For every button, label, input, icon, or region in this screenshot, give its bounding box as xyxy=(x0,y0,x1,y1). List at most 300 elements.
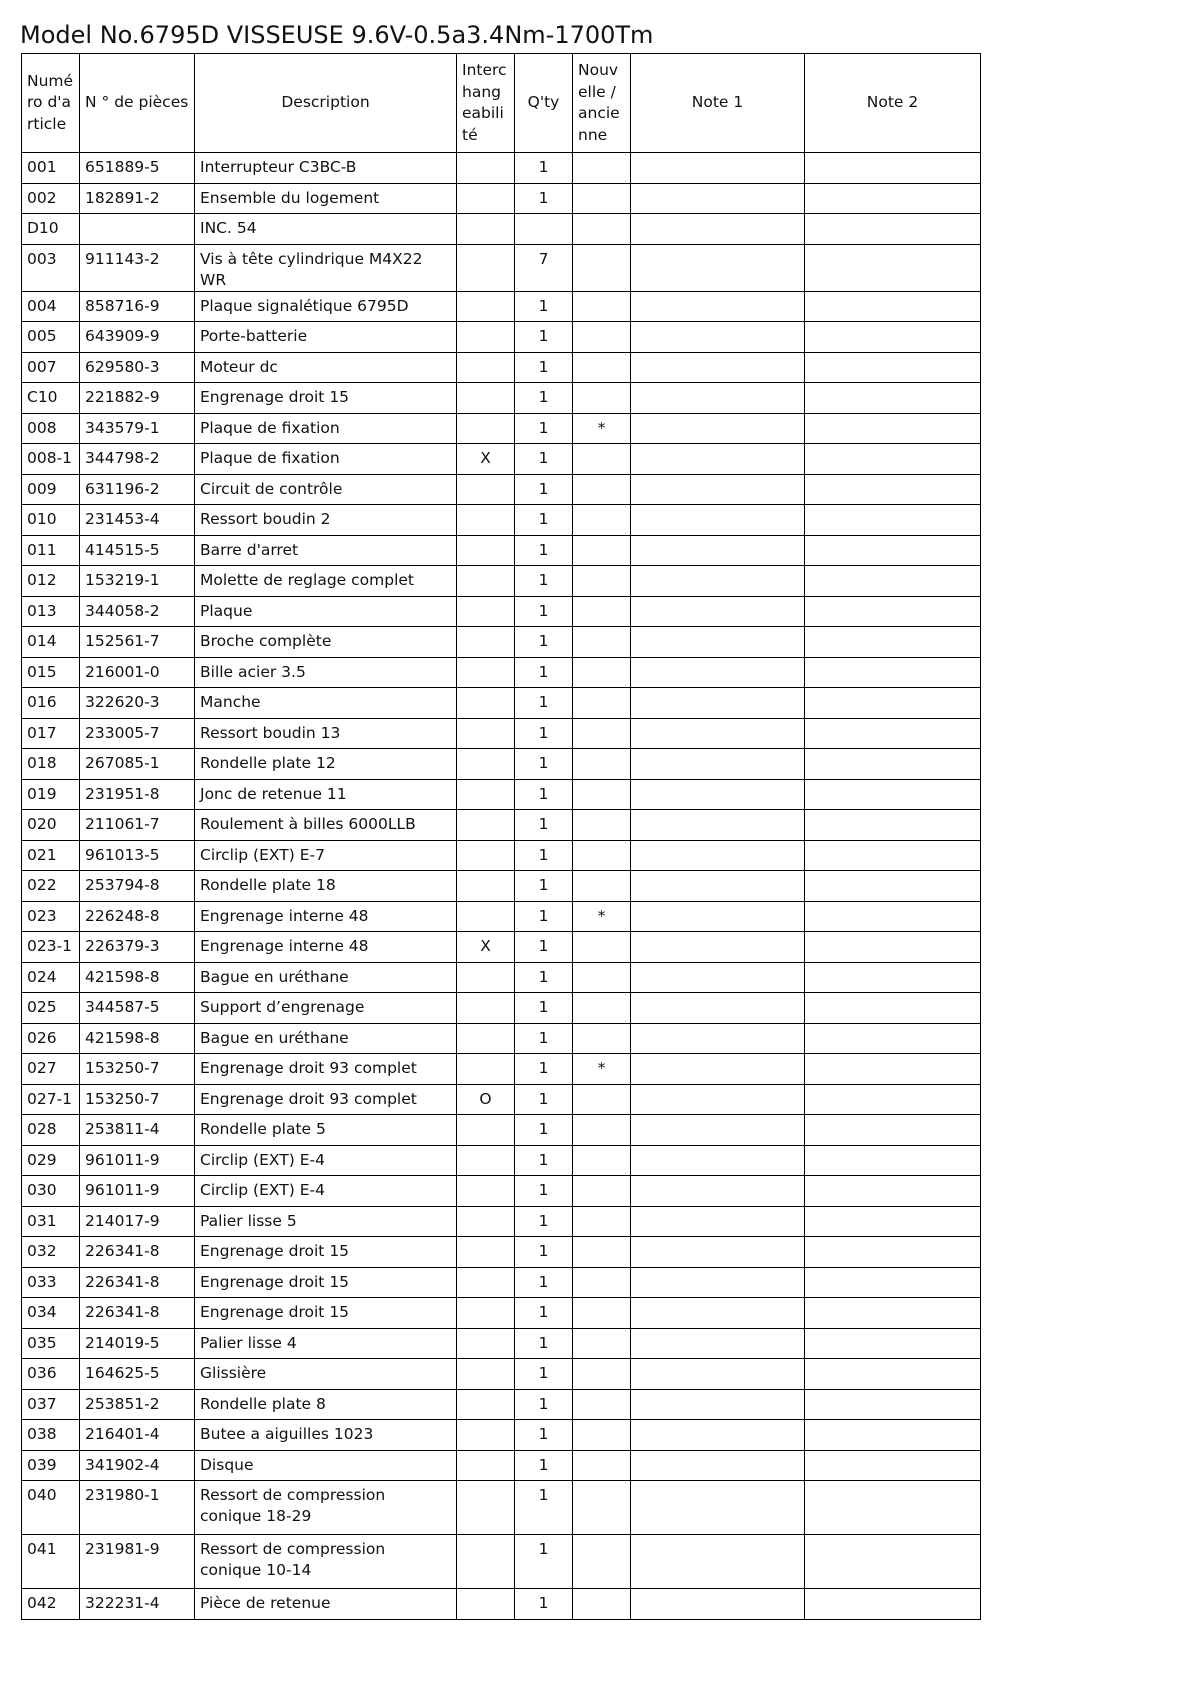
cell-part-number: 164625-5 xyxy=(80,1359,195,1390)
cell-description: Engrenage droit 93 complet xyxy=(195,1054,457,1085)
table-row xyxy=(22,566,981,597)
cell-interchangeability xyxy=(457,657,515,688)
cell-part-number: 961011-9 xyxy=(80,1176,195,1207)
cell-note-1 xyxy=(631,1450,805,1481)
cell-item-number: 027 xyxy=(22,1054,80,1085)
table-row xyxy=(22,1420,981,1451)
cell-interchangeability xyxy=(457,840,515,871)
cell-part-number: 153250-7 xyxy=(80,1084,195,1115)
cell-note-1 xyxy=(631,352,805,383)
cell-new-old: * xyxy=(573,413,631,444)
table-row xyxy=(22,153,981,184)
cell-description: Engrenage droit 15 xyxy=(195,1237,457,1268)
cell-interchangeability xyxy=(457,718,515,749)
cell-note-2 xyxy=(805,535,981,566)
cell-new-old xyxy=(573,810,631,841)
cell-new-old xyxy=(573,1237,631,1268)
cell-quantity: 1 xyxy=(515,566,573,597)
cell-description: Engrenage droit 15 xyxy=(195,1267,457,1298)
header-description: Description xyxy=(195,54,457,153)
table-row xyxy=(22,1589,981,1620)
cell-new-old: * xyxy=(573,901,631,932)
cell-new-old xyxy=(573,871,631,902)
cell-interchangeability xyxy=(457,871,515,902)
cell-interchangeability xyxy=(457,352,515,383)
cell-note-2 xyxy=(805,962,981,993)
cell-description: Ressort de compression conique 10-14 xyxy=(195,1535,457,1589)
cell-interchangeability xyxy=(457,1176,515,1207)
cell-note-2 xyxy=(805,1206,981,1237)
cell-interchangeability xyxy=(457,214,515,245)
cell-part-number: 211061-7 xyxy=(80,810,195,841)
cell-note-2 xyxy=(805,1145,981,1176)
cell-interchangeability xyxy=(457,901,515,932)
cell-part-number: 651889-5 xyxy=(80,153,195,184)
cell-description: Disque xyxy=(195,1450,457,1481)
cell-quantity: 1 xyxy=(515,962,573,993)
cell-part-number: 322231-4 xyxy=(80,1589,195,1620)
cell-note-1 xyxy=(631,1298,805,1329)
cell-description: Moteur dc xyxy=(195,352,457,383)
cell-note-1 xyxy=(631,1328,805,1359)
cell-item-number: 011 xyxy=(22,535,80,566)
cell-note-1 xyxy=(631,901,805,932)
cell-new-old xyxy=(573,993,631,1024)
cell-quantity: 1 xyxy=(515,1145,573,1176)
cell-description: Circlip (EXT) E-4 xyxy=(195,1176,457,1207)
cell-note-2 xyxy=(805,779,981,810)
table-row xyxy=(22,444,981,475)
cell-note-1 xyxy=(631,688,805,719)
cell-item-number: 012 xyxy=(22,566,80,597)
table-row xyxy=(22,1359,981,1390)
cell-description: Ressort boudin 13 xyxy=(195,718,457,749)
cell-new-old xyxy=(573,1359,631,1390)
table-row xyxy=(22,1084,981,1115)
cell-quantity: 1 xyxy=(515,688,573,719)
cell-quantity: 1 xyxy=(515,1535,573,1589)
cell-note-1 xyxy=(631,993,805,1024)
cell-item-number: 005 xyxy=(22,322,80,353)
cell-new-old xyxy=(573,1084,631,1115)
cell-description: Glissière xyxy=(195,1359,457,1390)
cell-description: Broche complète xyxy=(195,627,457,658)
cell-note-2 xyxy=(805,214,981,245)
cell-note-2 xyxy=(805,352,981,383)
cell-note-1 xyxy=(631,810,805,841)
cell-description: Bague en uréthane xyxy=(195,1023,457,1054)
cell-quantity: 1 xyxy=(515,383,573,414)
cell-description: Palier lisse 5 xyxy=(195,1206,457,1237)
cell-interchangeability xyxy=(457,1389,515,1420)
cell-description: INC. 54 xyxy=(195,214,457,245)
table-row xyxy=(22,1389,981,1420)
cell-interchangeability xyxy=(457,962,515,993)
cell-new-old xyxy=(573,1115,631,1146)
cell-item-number: 029 xyxy=(22,1145,80,1176)
cell-description: Circuit de contrôle xyxy=(195,474,457,505)
cell-interchangeability xyxy=(457,1023,515,1054)
cell-note-2 xyxy=(805,244,981,291)
cell-interchangeability xyxy=(457,1535,515,1589)
cell-new-old xyxy=(573,749,631,780)
cell-item-number: D10 xyxy=(22,214,80,245)
cell-item-number: 019 xyxy=(22,779,80,810)
table-row xyxy=(22,871,981,902)
cell-quantity: 1 xyxy=(515,718,573,749)
cell-description: Jonc de retenue 11 xyxy=(195,779,457,810)
cell-quantity: 1 xyxy=(515,1589,573,1620)
cell-item-number: 009 xyxy=(22,474,80,505)
cell-part-number: 226248-8 xyxy=(80,901,195,932)
cell-part-number: 214019-5 xyxy=(80,1328,195,1359)
cell-note-1 xyxy=(631,183,805,214)
cell-quantity: 1 xyxy=(515,840,573,871)
cell-note-1 xyxy=(631,596,805,627)
cell-note-1 xyxy=(631,413,805,444)
cell-part-number: 214017-9 xyxy=(80,1206,195,1237)
cell-quantity: 1 xyxy=(515,596,573,627)
cell-note-2 xyxy=(805,1389,981,1420)
table-row xyxy=(22,413,981,444)
cell-new-old xyxy=(573,1389,631,1420)
cell-interchangeability xyxy=(457,291,515,322)
cell-interchangeability xyxy=(457,627,515,658)
cell-note-1 xyxy=(631,566,805,597)
cell-part-number: 216001-0 xyxy=(80,657,195,688)
table-row xyxy=(22,1145,981,1176)
cell-note-2 xyxy=(805,1450,981,1481)
cell-item-number: 035 xyxy=(22,1328,80,1359)
cell-note-1 xyxy=(631,1206,805,1237)
cell-quantity: 1 xyxy=(515,1206,573,1237)
cell-item-number: 041 xyxy=(22,1535,80,1589)
cell-description: Ressort boudin 2 xyxy=(195,505,457,536)
cell-part-number: 231951-8 xyxy=(80,779,195,810)
cell-note-2 xyxy=(805,871,981,902)
cell-description: Manche xyxy=(195,688,457,719)
cell-interchangeability xyxy=(457,993,515,1024)
cell-note-1 xyxy=(631,779,805,810)
table-row xyxy=(22,1298,981,1329)
table-row xyxy=(22,688,981,719)
cell-quantity: 1 xyxy=(515,932,573,963)
cell-new-old xyxy=(573,657,631,688)
cell-note-1 xyxy=(631,1023,805,1054)
cell-quantity: 1 xyxy=(515,810,573,841)
cell-interchangeability xyxy=(457,413,515,444)
parts-table-body xyxy=(22,153,981,1620)
cell-interchangeability xyxy=(457,1328,515,1359)
cell-note-1 xyxy=(631,1237,805,1268)
cell-item-number: 002 xyxy=(22,183,80,214)
cell-part-number: 322620-3 xyxy=(80,688,195,719)
cell-note-2 xyxy=(805,718,981,749)
cell-part-number: 421598-8 xyxy=(80,962,195,993)
cell-description: Roulement à billes 6000LLB xyxy=(195,810,457,841)
cell-note-2 xyxy=(805,901,981,932)
cell-part-number: 343579-1 xyxy=(80,413,195,444)
cell-note-2 xyxy=(805,1420,981,1451)
cell-interchangeability xyxy=(457,474,515,505)
cell-quantity: 1 xyxy=(515,1389,573,1420)
cell-part-number: 414515-5 xyxy=(80,535,195,566)
cell-note-2 xyxy=(805,749,981,780)
cell-note-1 xyxy=(631,535,805,566)
cell-new-old xyxy=(573,153,631,184)
cell-item-number: 030 xyxy=(22,1176,80,1207)
cell-item-number: 034 xyxy=(22,1298,80,1329)
cell-item-number: 016 xyxy=(22,688,80,719)
cell-note-2 xyxy=(805,1589,981,1620)
cell-description: Plaque de fixation xyxy=(195,413,457,444)
cell-note-2 xyxy=(805,1054,981,1085)
table-row xyxy=(22,1176,981,1207)
cell-note-1 xyxy=(631,932,805,963)
cell-note-2 xyxy=(805,688,981,719)
cell-quantity: 1 xyxy=(515,1237,573,1268)
cell-item-number: 017 xyxy=(22,718,80,749)
cell-item-number: 031 xyxy=(22,1206,80,1237)
cell-note-1 xyxy=(631,1359,805,1390)
cell-new-old xyxy=(573,718,631,749)
cell-interchangeability xyxy=(457,1237,515,1268)
cell-part-number: 961011-9 xyxy=(80,1145,195,1176)
cell-item-number: 023 xyxy=(22,901,80,932)
cell-note-2 xyxy=(805,474,981,505)
cell-part-number: 643909-9 xyxy=(80,322,195,353)
cell-item-number: 004 xyxy=(22,291,80,322)
cell-note-2 xyxy=(805,1298,981,1329)
cell-note-1 xyxy=(631,657,805,688)
cell-quantity: 1 xyxy=(515,1023,573,1054)
table-row xyxy=(22,749,981,780)
cell-note-2 xyxy=(805,596,981,627)
table-row xyxy=(22,1054,981,1085)
cell-interchangeability xyxy=(457,596,515,627)
cell-description: Engrenage interne 48 xyxy=(195,901,457,932)
cell-description: Engrenage droit 15 xyxy=(195,383,457,414)
cell-interchangeability: X xyxy=(457,932,515,963)
table-row xyxy=(22,932,981,963)
cell-note-1 xyxy=(631,627,805,658)
cell-part-number: 216401-4 xyxy=(80,1420,195,1451)
cell-description: Bague en uréthane xyxy=(195,962,457,993)
cell-note-1 xyxy=(631,474,805,505)
cell-description: Ressort de compression conique 18-29 xyxy=(195,1481,457,1535)
table-row xyxy=(22,244,981,291)
cell-new-old xyxy=(573,627,631,658)
cell-new-old xyxy=(573,244,631,291)
table-row xyxy=(22,962,981,993)
cell-note-2 xyxy=(805,1176,981,1207)
cell-new-old xyxy=(573,962,631,993)
cell-quantity: 1 xyxy=(515,1267,573,1298)
cell-description: Interrupteur C3BC-B xyxy=(195,153,457,184)
cell-part-number: 231453-4 xyxy=(80,505,195,536)
cell-new-old xyxy=(573,474,631,505)
cell-description: Engrenage interne 48 xyxy=(195,932,457,963)
parts-table xyxy=(21,53,981,1620)
cell-note-2 xyxy=(805,1328,981,1359)
cell-note-1 xyxy=(631,1084,805,1115)
cell-item-number: 020 xyxy=(22,810,80,841)
cell-quantity: 1 xyxy=(515,901,573,932)
cell-note-2 xyxy=(805,1237,981,1268)
cell-note-1 xyxy=(631,444,805,475)
cell-new-old: * xyxy=(573,1054,631,1085)
cell-part-number: 421598-8 xyxy=(80,1023,195,1054)
cell-interchangeability xyxy=(457,1450,515,1481)
cell-quantity: 1 xyxy=(515,1115,573,1146)
cell-item-number: 013 xyxy=(22,596,80,627)
cell-part-number: 152561-7 xyxy=(80,627,195,658)
cell-new-old xyxy=(573,383,631,414)
cell-part-number: 226341-8 xyxy=(80,1298,195,1329)
cell-note-1 xyxy=(631,244,805,291)
table-row xyxy=(22,993,981,1024)
cell-note-1 xyxy=(631,1145,805,1176)
cell-part-number: 341902-4 xyxy=(80,1450,195,1481)
cell-part-number: 344058-2 xyxy=(80,596,195,627)
cell-quantity: 1 xyxy=(515,657,573,688)
cell-quantity: 1 xyxy=(515,1359,573,1390)
cell-item-number: 008-1 xyxy=(22,444,80,475)
cell-quantity: 1 xyxy=(515,291,573,322)
cell-note-2 xyxy=(805,932,981,963)
table-row xyxy=(22,657,981,688)
cell-new-old xyxy=(573,291,631,322)
cell-interchangeability xyxy=(457,1145,515,1176)
cell-new-old xyxy=(573,444,631,475)
cell-item-number: 015 xyxy=(22,657,80,688)
header-item-number: Numéro d'article xyxy=(22,54,80,153)
cell-item-number: 023-1 xyxy=(22,932,80,963)
table-row xyxy=(22,1237,981,1268)
cell-item-number: 024 xyxy=(22,962,80,993)
cell-new-old xyxy=(573,1298,631,1329)
cell-note-2 xyxy=(805,1481,981,1535)
cell-note-1 xyxy=(631,840,805,871)
cell-part-number: 226379-3 xyxy=(80,932,195,963)
table-header-row xyxy=(22,54,981,153)
cell-new-old xyxy=(573,1267,631,1298)
cell-part-number: 344798-2 xyxy=(80,444,195,475)
cell-interchangeability: O xyxy=(457,1084,515,1115)
cell-new-old xyxy=(573,779,631,810)
cell-new-old xyxy=(573,840,631,871)
cell-note-2 xyxy=(805,413,981,444)
cell-new-old xyxy=(573,535,631,566)
cell-note-1 xyxy=(631,1535,805,1589)
cell-quantity: 1 xyxy=(515,1176,573,1207)
cell-new-old xyxy=(573,352,631,383)
cell-quantity: 1 xyxy=(515,1420,573,1451)
cell-quantity: 1 xyxy=(515,322,573,353)
cell-quantity: 1 xyxy=(515,153,573,184)
table-row xyxy=(22,1328,981,1359)
cell-item-number: 022 xyxy=(22,871,80,902)
cell-new-old xyxy=(573,1176,631,1207)
cell-note-1 xyxy=(631,871,805,902)
cell-description: Butee a aiguilles 1023 xyxy=(195,1420,457,1451)
cell-note-2 xyxy=(805,183,981,214)
table-row xyxy=(22,1023,981,1054)
table-row xyxy=(22,1115,981,1146)
cell-note-1 xyxy=(631,505,805,536)
cell-note-2 xyxy=(805,1023,981,1054)
cell-interchangeability xyxy=(457,183,515,214)
cell-note-1 xyxy=(631,962,805,993)
cell-note-2 xyxy=(805,1115,981,1146)
cell-item-number: 040 xyxy=(22,1481,80,1535)
cell-interchangeability xyxy=(457,1206,515,1237)
cell-item-number: 010 xyxy=(22,505,80,536)
cell-note-1 xyxy=(631,153,805,184)
cell-interchangeability xyxy=(457,1420,515,1451)
cell-item-number: 038 xyxy=(22,1420,80,1451)
cell-new-old xyxy=(573,932,631,963)
cell-description: Molette de reglage complet xyxy=(195,566,457,597)
table-row xyxy=(22,1450,981,1481)
cell-interchangeability xyxy=(457,505,515,536)
cell-note-2 xyxy=(805,322,981,353)
cell-interchangeability xyxy=(457,535,515,566)
cell-note-1 xyxy=(631,1267,805,1298)
cell-note-2 xyxy=(805,1535,981,1589)
cell-note-1 xyxy=(631,1054,805,1085)
cell-item-number: 001 xyxy=(22,153,80,184)
cell-new-old xyxy=(573,1145,631,1176)
cell-note-1 xyxy=(631,1481,805,1535)
cell-new-old xyxy=(573,1328,631,1359)
cell-note-2 xyxy=(805,1267,981,1298)
page-title: Model No.6795D VISSEUSE 9.6V-0.5a3.4Nm-1700Tm xyxy=(20,21,654,49)
table-row xyxy=(22,1206,981,1237)
cell-quantity: 1 xyxy=(515,1298,573,1329)
cell-interchangeability xyxy=(457,383,515,414)
cell-quantity: 1 xyxy=(515,871,573,902)
table-row xyxy=(22,596,981,627)
cell-note-2 xyxy=(805,993,981,1024)
cell-quantity: 1 xyxy=(515,1481,573,1535)
header-quantity: Q'ty xyxy=(515,54,573,153)
cell-item-number: 025 xyxy=(22,993,80,1024)
cell-new-old xyxy=(573,322,631,353)
table-row xyxy=(22,901,981,932)
cell-note-1 xyxy=(631,1420,805,1451)
cell-description: Rondelle plate 18 xyxy=(195,871,457,902)
cell-note-2 xyxy=(805,153,981,184)
cell-note-1 xyxy=(631,322,805,353)
cell-interchangeability xyxy=(457,566,515,597)
cell-note-2 xyxy=(805,505,981,536)
table-row xyxy=(22,718,981,749)
cell-note-1 xyxy=(631,291,805,322)
cell-quantity: 1 xyxy=(515,1054,573,1085)
cell-note-1 xyxy=(631,1115,805,1146)
cell-description: Plaque de fixation xyxy=(195,444,457,475)
cell-description: Engrenage droit 93 complet xyxy=(195,1084,457,1115)
header-note-2: Note 2 xyxy=(805,54,981,153)
cell-quantity: 1 xyxy=(515,444,573,475)
cell-new-old xyxy=(573,1450,631,1481)
table-row xyxy=(22,474,981,505)
cell-interchangeability xyxy=(457,1481,515,1535)
cell-new-old xyxy=(573,1481,631,1535)
cell-part-number: 253851-2 xyxy=(80,1389,195,1420)
cell-item-number: 021 xyxy=(22,840,80,871)
